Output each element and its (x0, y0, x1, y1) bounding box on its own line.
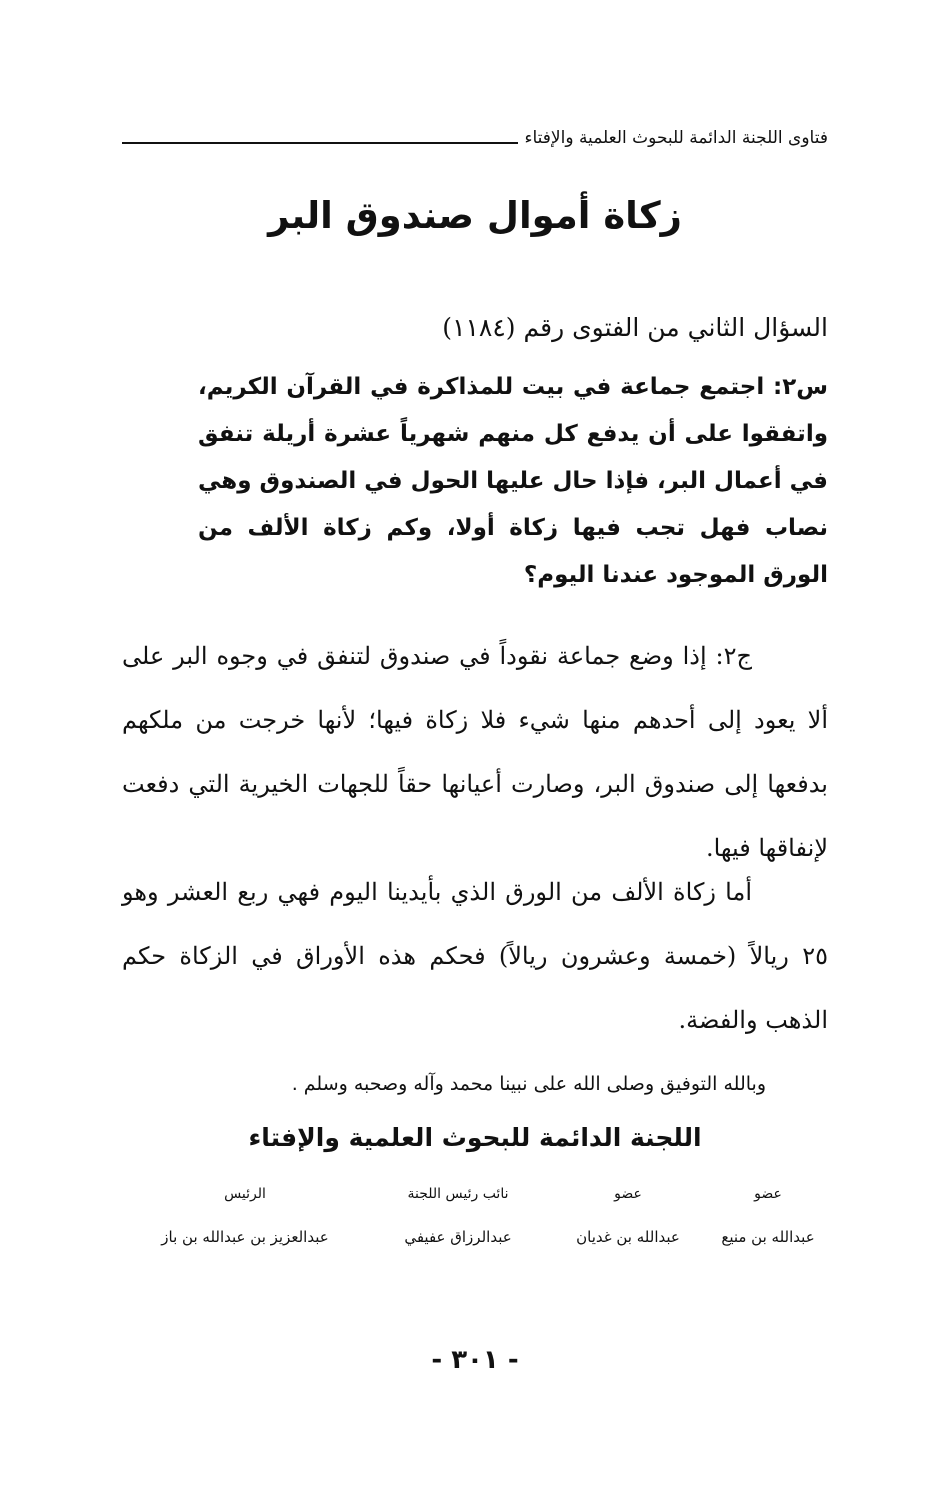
running-header-text: فتاوى اللجنة الدائمة للبحوث العلمية والإفتاء (524, 128, 828, 148)
closing-formula: وبالله التوفيق وصلى الله على نبينا محمد وآله وصحبه وسلم . (291, 1073, 766, 1095)
signatory-name: عبدالرزاق عفيفي (404, 1228, 512, 1246)
signatory-role: عضو (614, 1186, 642, 1202)
answer-paragraph-2: أما زكاة الألف من الورق الذي بأيدينا اليوم فهي ربع العشر وهو ٢٥ ريالاً (خمسة وعشرون ريالاً) فحكم هذه الأوراق في الزكاة حكم الذهب والفضة. (122, 878, 828, 1034)
signatory-name: عبدالعزيز بن عبدالله بن باز (161, 1228, 329, 1246)
committee-name: اللجنة الدائمة للبحوث العلمية والإفتاء (248, 1123, 702, 1152)
running-header-rule (122, 142, 518, 144)
question-text: س٢: اجتمع جماعة في بيت للمذاكرة في القرآن الكريم، واتفقوا على أن يدفع كل منهم شهرياً عشرة أريلة تنفق في أعمال البر، فإذا حال عليها الحول في الصندوق وهي نصاب فهل تجب فيها زكاة أولا، وكم زكاة الألف من الورق الموجود عندنا اليوم؟ (198, 374, 828, 588)
signatory-name: عبدالله بن غديان (576, 1228, 680, 1246)
signatories-table (122, 1180, 828, 1252)
signatory-role: نائب رئيس اللجنة (407, 1186, 509, 1202)
signatory-role: الرئيس (224, 1186, 266, 1202)
page-number: - ٣٠١ - (431, 1345, 519, 1375)
signatory-roles-row (122, 1180, 828, 1208)
fatwa-title: زكاة أموال صندوق البر (268, 194, 682, 237)
answer-paragraph-1: ج٢: إذا وضع جماعة نقوداً في صندوق لتنفق في وجوه البر على ألا يعود إلى أحدهم منها شيء فلا زكاة فيها؛ لأنها خرجت من ملكهم بدفعها إلى صندوق البر، وصارت أعيانها حقاً للجهات الخيرية التي دفعت لإنفاقها فيها. (122, 642, 828, 862)
question-reference: السؤال الثاني من الفتوى رقم (١١٨٤) (442, 313, 828, 342)
running-header (122, 118, 828, 148)
signatory-names-row (122, 1208, 828, 1252)
signatory-role: عضو (754, 1186, 782, 1202)
signatory-name: عبدالله بن منيع (721, 1228, 815, 1246)
